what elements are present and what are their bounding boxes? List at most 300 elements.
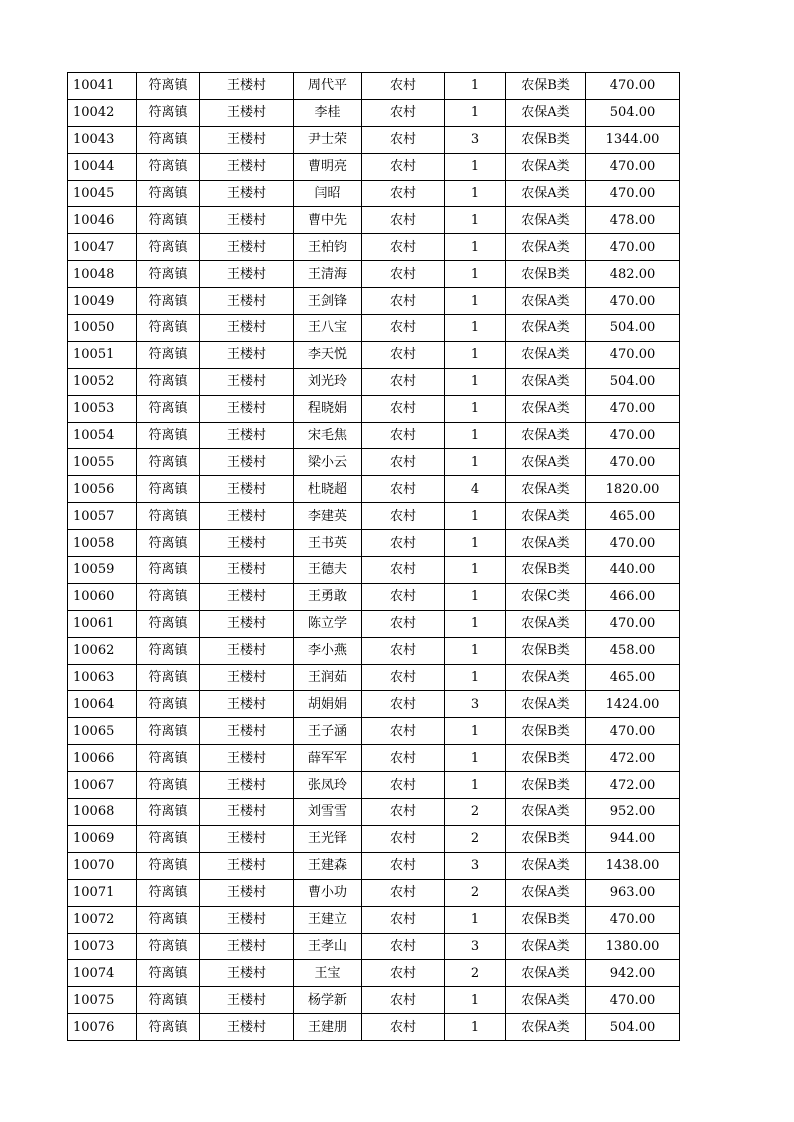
town-cell: 符离镇 bbox=[137, 583, 200, 610]
town-cell: 符离镇 bbox=[137, 530, 200, 557]
name-cell: 刘光玲 bbox=[294, 368, 362, 395]
village-cell: 王楼村 bbox=[200, 368, 294, 395]
village-cell: 王楼村 bbox=[200, 718, 294, 745]
village-cell: 王楼村 bbox=[200, 180, 294, 207]
amount-cell: 470.00 bbox=[586, 718, 680, 745]
town-cell: 符离镇 bbox=[137, 799, 200, 826]
amount-cell: 504.00 bbox=[586, 368, 680, 395]
record-id-cell: 10044 bbox=[68, 153, 137, 180]
insurance-type-cell: 农保A类 bbox=[506, 530, 586, 557]
table-row bbox=[68, 960, 680, 987]
name-cell: 周代平 bbox=[294, 73, 362, 100]
name-cell: 王子涵 bbox=[294, 718, 362, 745]
village-cell: 王楼村 bbox=[200, 933, 294, 960]
insurance-type-cell: 农保B类 bbox=[506, 745, 586, 772]
name-cell: 王宝 bbox=[294, 960, 362, 987]
insurance-type-cell: 农保C类 bbox=[506, 583, 586, 610]
insurance-type-cell: 农保A类 bbox=[506, 180, 586, 207]
village-cell: 王楼村 bbox=[200, 530, 294, 557]
record-id-cell: 10063 bbox=[68, 664, 137, 691]
amount-cell: 472.00 bbox=[586, 745, 680, 772]
village-cell: 王楼村 bbox=[200, 610, 294, 637]
insurance-type-cell: 农保B类 bbox=[506, 772, 586, 799]
area-type-cell: 农村 bbox=[362, 799, 445, 826]
area-type-cell: 农村 bbox=[362, 557, 445, 584]
record-id-cell: 10066 bbox=[68, 745, 137, 772]
record-id-cell: 10071 bbox=[68, 879, 137, 906]
record-id-cell: 10058 bbox=[68, 530, 137, 557]
household-count-cell: 1 bbox=[445, 637, 506, 664]
name-cell: 李小燕 bbox=[294, 637, 362, 664]
area-type-cell: 农村 bbox=[362, 126, 445, 153]
village-cell: 王楼村 bbox=[200, 987, 294, 1014]
household-count-cell: 4 bbox=[445, 476, 506, 503]
table-row bbox=[68, 476, 680, 503]
town-cell: 符离镇 bbox=[137, 557, 200, 584]
record-id-cell: 10069 bbox=[68, 825, 137, 852]
town-cell: 符离镇 bbox=[137, 1014, 200, 1041]
household-count-cell: 1 bbox=[445, 664, 506, 691]
village-cell: 王楼村 bbox=[200, 691, 294, 718]
table-row bbox=[68, 906, 680, 933]
name-cell: 王建立 bbox=[294, 906, 362, 933]
name-cell: 杜晓超 bbox=[294, 476, 362, 503]
area-type-cell: 农村 bbox=[362, 395, 445, 422]
area-type-cell: 农村 bbox=[362, 745, 445, 772]
household-count-cell: 1 bbox=[445, 745, 506, 772]
name-cell: 王勇敢 bbox=[294, 583, 362, 610]
household-count-cell: 1 bbox=[445, 315, 506, 342]
insurance-type-cell: 农保A类 bbox=[506, 1014, 586, 1041]
household-count-cell: 1 bbox=[445, 153, 506, 180]
insurance-type-cell: 农保B类 bbox=[506, 557, 586, 584]
record-id-cell: 10043 bbox=[68, 126, 137, 153]
village-cell: 王楼村 bbox=[200, 879, 294, 906]
name-cell: 陈立学 bbox=[294, 610, 362, 637]
town-cell: 符离镇 bbox=[137, 368, 200, 395]
household-count-cell: 1 bbox=[445, 368, 506, 395]
village-cell: 王楼村 bbox=[200, 1014, 294, 1041]
town-cell: 符离镇 bbox=[137, 960, 200, 987]
name-cell: 张凤玲 bbox=[294, 772, 362, 799]
household-count-cell: 3 bbox=[445, 691, 506, 718]
amount-cell: 942.00 bbox=[586, 960, 680, 987]
village-cell: 王楼村 bbox=[200, 852, 294, 879]
record-id-cell: 10046 bbox=[68, 207, 137, 234]
area-type-cell: 农村 bbox=[362, 288, 445, 315]
town-cell: 符离镇 bbox=[137, 933, 200, 960]
household-count-cell: 1 bbox=[445, 530, 506, 557]
table-row bbox=[68, 637, 680, 664]
record-id-cell: 10041 bbox=[68, 73, 137, 100]
record-id-cell: 10056 bbox=[68, 476, 137, 503]
name-cell: 梁小云 bbox=[294, 449, 362, 476]
table-row bbox=[68, 879, 680, 906]
table-row bbox=[68, 368, 680, 395]
record-id-cell: 10062 bbox=[68, 637, 137, 664]
amount-cell: 952.00 bbox=[586, 799, 680, 826]
table-row bbox=[68, 557, 680, 584]
village-cell: 王楼村 bbox=[200, 126, 294, 153]
household-count-cell: 1 bbox=[445, 99, 506, 126]
insurance-type-cell: 农保A类 bbox=[506, 449, 586, 476]
name-cell: 刘雪雪 bbox=[294, 799, 362, 826]
table-row bbox=[68, 772, 680, 799]
name-cell: 王建森 bbox=[294, 852, 362, 879]
record-id-cell: 10051 bbox=[68, 341, 137, 368]
town-cell: 符离镇 bbox=[137, 126, 200, 153]
insurance-type-cell: 农保B类 bbox=[506, 73, 586, 100]
record-id-cell: 10054 bbox=[68, 422, 137, 449]
record-id-cell: 10073 bbox=[68, 933, 137, 960]
name-cell: 李建英 bbox=[294, 503, 362, 530]
name-cell: 曹明亮 bbox=[294, 153, 362, 180]
village-cell: 王楼村 bbox=[200, 99, 294, 126]
table-row bbox=[68, 718, 680, 745]
area-type-cell: 农村 bbox=[362, 906, 445, 933]
table-row bbox=[68, 395, 680, 422]
table-row bbox=[68, 207, 680, 234]
area-type-cell: 农村 bbox=[362, 933, 445, 960]
insurance-type-cell: 农保A类 bbox=[506, 503, 586, 530]
town-cell: 符离镇 bbox=[137, 852, 200, 879]
name-cell: 薛军军 bbox=[294, 745, 362, 772]
amount-cell: 470.00 bbox=[586, 234, 680, 261]
name-cell: 李天悦 bbox=[294, 341, 362, 368]
name-cell: 王清海 bbox=[294, 261, 362, 288]
insurance-type-cell: 农保A类 bbox=[506, 368, 586, 395]
household-count-cell: 1 bbox=[445, 73, 506, 100]
area-type-cell: 农村 bbox=[362, 583, 445, 610]
name-cell: 李桂 bbox=[294, 99, 362, 126]
name-cell: 王柏钧 bbox=[294, 234, 362, 261]
town-cell: 符离镇 bbox=[137, 180, 200, 207]
town-cell: 符离镇 bbox=[137, 153, 200, 180]
area-type-cell: 农村 bbox=[362, 825, 445, 852]
name-cell: 王建朋 bbox=[294, 1014, 362, 1041]
amount-cell: 944.00 bbox=[586, 825, 680, 852]
town-cell: 符离镇 bbox=[137, 261, 200, 288]
table-row bbox=[68, 234, 680, 261]
amount-cell: 465.00 bbox=[586, 503, 680, 530]
amount-cell: 470.00 bbox=[586, 73, 680, 100]
area-type-cell: 农村 bbox=[362, 261, 445, 288]
area-type-cell: 农村 bbox=[362, 1014, 445, 1041]
name-cell: 王剑锋 bbox=[294, 288, 362, 315]
area-type-cell: 农村 bbox=[362, 503, 445, 530]
area-type-cell: 农村 bbox=[362, 718, 445, 745]
table-row bbox=[68, 126, 680, 153]
record-id-cell: 10057 bbox=[68, 503, 137, 530]
amount-cell: 1438.00 bbox=[586, 852, 680, 879]
name-cell: 闫昭 bbox=[294, 180, 362, 207]
area-type-cell: 农村 bbox=[362, 987, 445, 1014]
amount-cell: 470.00 bbox=[586, 422, 680, 449]
insurance-type-cell: 农保A类 bbox=[506, 315, 586, 342]
name-cell: 王孝山 bbox=[294, 933, 362, 960]
record-id-cell: 10059 bbox=[68, 557, 137, 584]
name-cell: 曹小功 bbox=[294, 879, 362, 906]
household-count-cell: 1 bbox=[445, 1014, 506, 1041]
record-id-cell: 10068 bbox=[68, 799, 137, 826]
amount-cell: 1344.00 bbox=[586, 126, 680, 153]
household-count-cell: 3 bbox=[445, 933, 506, 960]
village-cell: 王楼村 bbox=[200, 234, 294, 261]
household-count-cell: 3 bbox=[445, 126, 506, 153]
village-cell: 王楼村 bbox=[200, 261, 294, 288]
name-cell: 王光铎 bbox=[294, 825, 362, 852]
table-row bbox=[68, 180, 680, 207]
amount-cell: 470.00 bbox=[586, 987, 680, 1014]
amount-cell: 470.00 bbox=[586, 341, 680, 368]
record-id-cell: 10055 bbox=[68, 449, 137, 476]
table-row bbox=[68, 530, 680, 557]
insurance-type-cell: 农保A类 bbox=[506, 153, 586, 180]
household-count-cell: 1 bbox=[445, 503, 506, 530]
insurance-type-cell: 农保A类 bbox=[506, 691, 586, 718]
insurance-type-cell: 农保B类 bbox=[506, 261, 586, 288]
amount-cell: 1820.00 bbox=[586, 476, 680, 503]
household-count-cell: 1 bbox=[445, 341, 506, 368]
table-row bbox=[68, 933, 680, 960]
village-cell: 王楼村 bbox=[200, 825, 294, 852]
insurance-type-cell: 农保A类 bbox=[506, 288, 586, 315]
table-row bbox=[68, 583, 680, 610]
town-cell: 符离镇 bbox=[137, 610, 200, 637]
record-id-cell: 10067 bbox=[68, 772, 137, 799]
area-type-cell: 农村 bbox=[362, 99, 445, 126]
town-cell: 符离镇 bbox=[137, 288, 200, 315]
village-cell: 王楼村 bbox=[200, 664, 294, 691]
roster-table bbox=[67, 72, 680, 1041]
area-type-cell: 农村 bbox=[362, 341, 445, 368]
amount-cell: 482.00 bbox=[586, 261, 680, 288]
household-count-cell: 2 bbox=[445, 879, 506, 906]
village-cell: 王楼村 bbox=[200, 503, 294, 530]
table-row bbox=[68, 664, 680, 691]
table-row bbox=[68, 73, 680, 100]
name-cell: 王书英 bbox=[294, 530, 362, 557]
name-cell: 杨学新 bbox=[294, 987, 362, 1014]
area-type-cell: 农村 bbox=[362, 207, 445, 234]
amount-cell: 465.00 bbox=[586, 664, 680, 691]
record-id-cell: 10076 bbox=[68, 1014, 137, 1041]
insurance-type-cell: 农保A类 bbox=[506, 207, 586, 234]
amount-cell: 1380.00 bbox=[586, 933, 680, 960]
village-cell: 王楼村 bbox=[200, 583, 294, 610]
record-id-cell: 10061 bbox=[68, 610, 137, 637]
village-cell: 王楼村 bbox=[200, 906, 294, 933]
town-cell: 符离镇 bbox=[137, 449, 200, 476]
record-id-cell: 10072 bbox=[68, 906, 137, 933]
insurance-type-cell: 农保A类 bbox=[506, 933, 586, 960]
table-row bbox=[68, 1014, 680, 1041]
town-cell: 符离镇 bbox=[137, 503, 200, 530]
record-id-cell: 10075 bbox=[68, 987, 137, 1014]
household-count-cell: 2 bbox=[445, 960, 506, 987]
area-type-cell: 农村 bbox=[362, 610, 445, 637]
town-cell: 符离镇 bbox=[137, 207, 200, 234]
amount-cell: 458.00 bbox=[586, 637, 680, 664]
household-count-cell: 1 bbox=[445, 449, 506, 476]
insurance-type-cell: 农保A类 bbox=[506, 879, 586, 906]
record-id-cell: 10070 bbox=[68, 852, 137, 879]
village-cell: 王楼村 bbox=[200, 557, 294, 584]
table-row bbox=[68, 153, 680, 180]
amount-cell: 470.00 bbox=[586, 449, 680, 476]
household-count-cell: 1 bbox=[445, 718, 506, 745]
name-cell: 程晓娟 bbox=[294, 395, 362, 422]
village-cell: 王楼村 bbox=[200, 449, 294, 476]
area-type-cell: 农村 bbox=[362, 153, 445, 180]
name-cell: 王八宝 bbox=[294, 315, 362, 342]
table-row bbox=[68, 503, 680, 530]
table-row bbox=[68, 799, 680, 826]
area-type-cell: 农村 bbox=[362, 422, 445, 449]
record-id-cell: 10064 bbox=[68, 691, 137, 718]
insurance-type-cell: 农保A类 bbox=[506, 422, 586, 449]
amount-cell: 470.00 bbox=[586, 530, 680, 557]
amount-cell: 466.00 bbox=[586, 583, 680, 610]
area-type-cell: 农村 bbox=[362, 664, 445, 691]
name-cell: 宋毛焦 bbox=[294, 422, 362, 449]
amount-cell: 470.00 bbox=[586, 153, 680, 180]
amount-cell: 470.00 bbox=[586, 610, 680, 637]
area-type-cell: 农村 bbox=[362, 73, 445, 100]
household-count-cell: 1 bbox=[445, 906, 506, 933]
insurance-type-cell: 农保A类 bbox=[506, 341, 586, 368]
village-cell: 王楼村 bbox=[200, 153, 294, 180]
household-count-cell: 1 bbox=[445, 288, 506, 315]
insurance-type-cell: 农保A类 bbox=[506, 234, 586, 261]
table-row bbox=[68, 745, 680, 772]
roster-body bbox=[68, 73, 680, 1041]
record-id-cell: 10042 bbox=[68, 99, 137, 126]
household-count-cell: 1 bbox=[445, 583, 506, 610]
name-cell: 胡娟娟 bbox=[294, 691, 362, 718]
household-count-cell: 1 bbox=[445, 234, 506, 261]
area-type-cell: 农村 bbox=[362, 476, 445, 503]
table-row bbox=[68, 852, 680, 879]
village-cell: 王楼村 bbox=[200, 960, 294, 987]
household-count-cell: 1 bbox=[445, 557, 506, 584]
amount-cell: 472.00 bbox=[586, 772, 680, 799]
area-type-cell: 农村 bbox=[362, 449, 445, 476]
amount-cell: 504.00 bbox=[586, 99, 680, 126]
household-count-cell: 1 bbox=[445, 207, 506, 234]
insurance-type-cell: 农保B类 bbox=[506, 637, 586, 664]
area-type-cell: 农村 bbox=[362, 530, 445, 557]
amount-cell: 478.00 bbox=[586, 207, 680, 234]
record-id-cell: 10050 bbox=[68, 315, 137, 342]
table-row bbox=[68, 261, 680, 288]
insurance-type-cell: 农保B类 bbox=[506, 825, 586, 852]
table-row bbox=[68, 315, 680, 342]
record-id-cell: 10049 bbox=[68, 288, 137, 315]
area-type-cell: 农村 bbox=[362, 315, 445, 342]
record-id-cell: 10048 bbox=[68, 261, 137, 288]
household-count-cell: 1 bbox=[445, 395, 506, 422]
table-row bbox=[68, 99, 680, 126]
household-count-cell: 1 bbox=[445, 261, 506, 288]
amount-cell: 504.00 bbox=[586, 315, 680, 342]
village-cell: 王楼村 bbox=[200, 772, 294, 799]
record-id-cell: 10045 bbox=[68, 180, 137, 207]
insurance-type-cell: 农保A类 bbox=[506, 799, 586, 826]
amount-cell: 1424.00 bbox=[586, 691, 680, 718]
village-cell: 王楼村 bbox=[200, 288, 294, 315]
town-cell: 符离镇 bbox=[137, 99, 200, 126]
town-cell: 符离镇 bbox=[137, 718, 200, 745]
amount-cell: 470.00 bbox=[586, 180, 680, 207]
area-type-cell: 农村 bbox=[362, 637, 445, 664]
household-count-cell: 1 bbox=[445, 987, 506, 1014]
town-cell: 符离镇 bbox=[137, 422, 200, 449]
village-cell: 王楼村 bbox=[200, 637, 294, 664]
table-row bbox=[68, 341, 680, 368]
record-id-cell: 10060 bbox=[68, 583, 137, 610]
area-type-cell: 农村 bbox=[362, 180, 445, 207]
name-cell: 王德夫 bbox=[294, 557, 362, 584]
town-cell: 符离镇 bbox=[137, 234, 200, 261]
record-id-cell: 10074 bbox=[68, 960, 137, 987]
insurance-type-cell: 农保A类 bbox=[506, 960, 586, 987]
insurance-type-cell: 农保A类 bbox=[506, 99, 586, 126]
village-cell: 王楼村 bbox=[200, 207, 294, 234]
household-count-cell: 1 bbox=[445, 422, 506, 449]
town-cell: 符离镇 bbox=[137, 879, 200, 906]
area-type-cell: 农村 bbox=[362, 691, 445, 718]
household-count-cell: 3 bbox=[445, 852, 506, 879]
area-type-cell: 农村 bbox=[362, 368, 445, 395]
table-row bbox=[68, 610, 680, 637]
village-cell: 王楼村 bbox=[200, 422, 294, 449]
amount-cell: 470.00 bbox=[586, 288, 680, 315]
area-type-cell: 农村 bbox=[362, 234, 445, 261]
record-id-cell: 10065 bbox=[68, 718, 137, 745]
insurance-type-cell: 农保A类 bbox=[506, 476, 586, 503]
household-count-cell: 1 bbox=[445, 610, 506, 637]
insurance-type-cell: 农保A类 bbox=[506, 610, 586, 637]
amount-cell: 963.00 bbox=[586, 879, 680, 906]
insurance-type-cell: 农保A类 bbox=[506, 395, 586, 422]
town-cell: 符离镇 bbox=[137, 691, 200, 718]
name-cell: 王润茹 bbox=[294, 664, 362, 691]
town-cell: 符离镇 bbox=[137, 825, 200, 852]
amount-cell: 504.00 bbox=[586, 1014, 680, 1041]
amount-cell: 440.00 bbox=[586, 557, 680, 584]
amount-cell: 470.00 bbox=[586, 395, 680, 422]
table-row bbox=[68, 691, 680, 718]
household-count-cell: 2 bbox=[445, 825, 506, 852]
household-count-cell: 1 bbox=[445, 180, 506, 207]
record-id-cell: 10047 bbox=[68, 234, 137, 261]
name-cell: 曹中先 bbox=[294, 207, 362, 234]
table-row bbox=[68, 987, 680, 1014]
table-row bbox=[68, 825, 680, 852]
record-id-cell: 10052 bbox=[68, 368, 137, 395]
insurance-type-cell: 农保A类 bbox=[506, 987, 586, 1014]
area-type-cell: 农村 bbox=[362, 852, 445, 879]
record-id-cell: 10053 bbox=[68, 395, 137, 422]
area-type-cell: 农村 bbox=[362, 879, 445, 906]
area-type-cell: 农村 bbox=[362, 772, 445, 799]
amount-cell: 470.00 bbox=[586, 906, 680, 933]
village-cell: 王楼村 bbox=[200, 315, 294, 342]
town-cell: 符离镇 bbox=[137, 637, 200, 664]
village-cell: 王楼村 bbox=[200, 476, 294, 503]
insurance-type-cell: 农保B类 bbox=[506, 906, 586, 933]
